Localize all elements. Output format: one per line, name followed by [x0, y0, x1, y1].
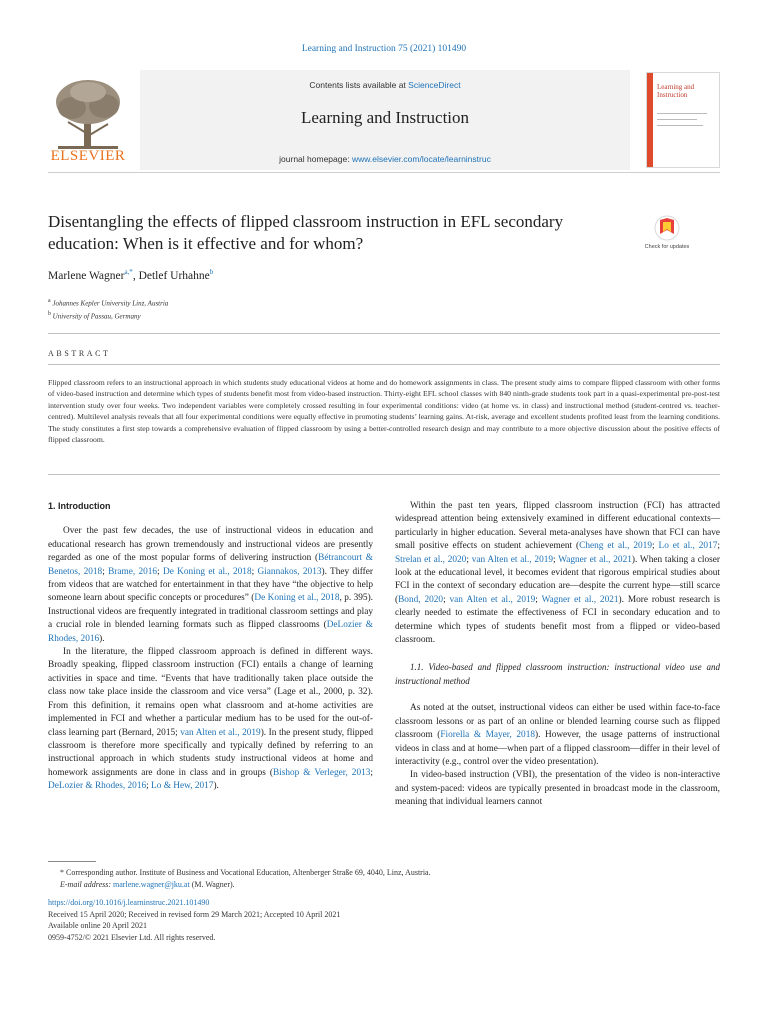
section-heading-introduction: 1. Introduction	[48, 501, 111, 511]
email-label: E-mail address:	[60, 879, 114, 889]
journal-cover-thumbnail[interactable]	[646, 72, 720, 168]
contents-prefix: Contents lists available at	[309, 80, 409, 90]
citation-link[interactable]: Brame, 2016	[108, 566, 158, 577]
footnote-rule	[48, 861, 96, 862]
contents-line	[140, 80, 630, 90]
cover-band	[647, 73, 653, 167]
citation-link[interactable]: van Alten et al., 2019	[471, 554, 554, 565]
citation-link[interactable]: Cheng et al., 2019	[579, 541, 652, 552]
citation-link[interactable]: De Koning et al., 2018	[254, 593, 340, 604]
footnote-mark[interactable]: *	[60, 868, 64, 877]
citation-link[interactable]: DeLozier & Rhodes, 2016	[48, 781, 147, 792]
copyright: 0959-4752/© 2021 Elsevier Ltd. All rights reserved.	[48, 932, 216, 942]
right-paragraph-2: As noted at the outset, instructional videos can either be used within face-to-face classroom lessons or as part of an online or blended learning course such as flipped classroom (Fiorella & Mayer, 2018). However, the usage patterns of instructional videos in class and at home—when part of a flipped classroom—differ in their level of interactivity (e.g., control over the video presentation).	[395, 703, 720, 767]
affil-text: Johannes Kepler University Linz, Austria	[52, 299, 169, 308]
citation-link[interactable]: Lo & Hew, 2017	[151, 781, 214, 792]
affil-mark: a	[48, 298, 51, 304]
elsevier-wordmark: ELSEVIER	[50, 148, 126, 164]
author-affil-mark[interactable]: a,*	[124, 268, 133, 276]
citation-link[interactable]: Giannakos, 2013	[257, 566, 322, 577]
citation-link[interactable]: Bond, 2020	[398, 594, 444, 605]
citation-link[interactable]: Wagner et al., 2021	[541, 594, 619, 605]
footnotes	[48, 867, 720, 890]
cover-title: Learning and Instruction	[657, 83, 695, 99]
available-online: Available online 20 April 2021	[48, 921, 147, 931]
citation-link[interactable]: De Koning et al., 2018	[162, 566, 252, 577]
doi-link[interactable]: https://doi.org/10.1016/j.learninstruc.2021.101490	[48, 898, 210, 907]
subsection-heading: 1.1. Video-based and flipped classroom instruction: instructional video use and instructional method	[395, 662, 720, 686]
homepage-link[interactable]: www.elsevier.com/locate/learninstruc	[351, 154, 491, 164]
author-affil-mark[interactable]: b	[209, 268, 214, 276]
citation-link[interactable]: Bishop & Verleger, 2013	[272, 767, 371, 778]
citation-link[interactable]: Bétrancourt & Benetos, 2018	[48, 553, 373, 577]
citation-link[interactable]: van Alten et al., 2019	[449, 594, 536, 605]
cover-line	[657, 119, 697, 120]
author-name[interactable]: Detlef Urhahne	[138, 269, 210, 282]
journal-masthead	[48, 70, 720, 173]
citation-link[interactable]: Lo et al., 2017	[658, 541, 718, 552]
affil-text: University of Passau, Germany	[52, 312, 141, 321]
right-column	[395, 500, 720, 810]
intro-paragraph-1: Over the past few decades, the use of instructional videos in education and educational research has grown tremendously and instructional videos are presently regarded as one of the most popular forms of delivering instruction (Bétrancourt & Benetos, 2018; Brame, 2016; De Koning et al., 2018; Giannakos, 2013). They differ from videos that are watched for entertainment in that they have “the objective to help someone learn about specific concepts or procedures” (De Koning et al., 2018, p. 395). Instructional videos are frequently integrated in traditional classroom settings and play a crucial role in blended learning formats such as flipped classrooms (DeLozier & Rhodes, 2016).	[48, 526, 373, 644]
masthead-center	[140, 70, 630, 170]
citation-link[interactable]: DeLozier & Rhodes, 2016	[48, 620, 373, 644]
intro-paragraph-2: In the literature, the flipped classroom approach is defined in different ways. Broadly speaking, flipped classroom instruction (FCI) entails a change of learning activities in space and time. “Events that have traditionally taken place outside the class now take place inside the classroom and vice versa” (Lage et al., 2000, p. 32). From this definition, it remains open what classroom and at-home activities are implemented in FCI and whether a particular medium has to be used for the out-of-class learning part (Bernard, 2015; van Alten et al., 2019). In the present study, flipped classroom is therefore more specifically and typically defined by referring to an instructional approach in which students study instructional videos at home and homework assignments are done in class and in groups (Bishop & Verleger, 2013; DeLozier & Rhodes, 2016; Lo & Hew, 2017).	[48, 647, 373, 792]
journal-title: Learning and Instruction	[300, 108, 470, 127]
cover-line	[657, 125, 703, 126]
cover-line	[657, 113, 707, 114]
abstract-text: Flipped classroom refers to an instructional approach in which students study educational videos at home and do homework assignments in class. The present study aims to compare flipped classroom with other forms of video-based instruction and determine which types of students benefit most from video-based instruction. Thirty-eight EFL school classes with 840 ninth-grade students took part in a quasi-experimental pre-post-test intervention study over four weeks. Two independent variables were completely crossed resulting in four experimental conditions: video (at home vs. in class) and instructional method (student-centred vs. teacher-centred). Multilevel analysis reveals that all four experimental conditions were equally effective in promoting students’ learning gains. At-risk, average and excellent students profited least from the learning conditions. The study constitutes a first step towards a comprehensive evaluation of flipped classroom by using a better-controlled research design and may contribute to a more objective discussion about the positive effects of flipped classroom.	[48, 378, 720, 445]
divider	[48, 364, 720, 365]
check-for-updates-label[interactable]: Check for updates	[644, 244, 690, 250]
divider	[48, 474, 720, 475]
received-dates: Received 15 April 2020; Received in revised form 29 March 2021; Accepted 10 April 2021	[48, 909, 341, 919]
right-paragraph-3: In video-based instruction (VBI), the presentation of the video is non-interactive and system-paced: videos are typically presented in broadcast mode in the classroom, meaning that individual learners cannot	[395, 770, 720, 808]
author-separator: ,	[132, 269, 139, 282]
left-column	[48, 500, 373, 794]
article-title: Disentangling the effects of flipped classroom instruction in EFL secondary education: When is it effective and for whom?	[48, 212, 564, 253]
divider	[48, 333, 720, 334]
citation-link[interactable]: van Alten et al., 2019	[180, 727, 261, 738]
homepage-prefix: journal homepage:	[279, 154, 352, 164]
author-list	[48, 268, 213, 282]
publication-info	[48, 897, 340, 943]
affiliation	[48, 296, 168, 309]
homepage-line	[140, 154, 630, 164]
right-paragraph-1: Within the past ten years, flipped classroom instruction (FCI) has attracted widespread attention being extensively examined in different educational contexts—particularly in higher education. Several meta-analyses have shown that FCI can have small positive effects on student achievement (Cheng et al., 2019; Lo et al., 2017; Strelan et al., 2020; van Alten et al., 2019; Wagner et al., 2021). When taking a closer look at the educational level, it becomes evident that rigorous empirical studies about FCI in the context of secondary education are—despite the current hype—still scarce (Bond, 2020; van Alten et al., 2019; Wagner et al., 2021). More robust research is clearly needed to estimate the effectiveness of FCI in secondary education and to determine which types of students benefit most from a flipped or video-based classroom.	[395, 501, 721, 646]
corresponding-author-note: * Corresponding author. Institute of Business and Vocational Education, Altenberger Straße 69, 4040, Linz, Austria.	[60, 868, 431, 877]
abstract-heading: ABSTRACT	[48, 349, 111, 358]
journal-reference[interactable]: Learning and Instruction 75 (2021) 101490	[301, 44, 467, 54]
affiliations	[48, 296, 168, 323]
author-name[interactable]: Marlene Wagner	[48, 269, 125, 282]
citation-link[interactable]: Wagner et al., 2021	[558, 554, 632, 565]
affiliation	[48, 309, 168, 322]
sciencedirect-link[interactable]: ScienceDirect	[408, 80, 461, 90]
citation-link[interactable]: Strelan et al., 2020	[395, 554, 467, 565]
email-link[interactable]: marlene.wagner@jku.at	[113, 879, 190, 889]
citation-link[interactable]: Fiorella & Mayer, 2018	[440, 730, 535, 741]
email-note: E-mail address: marlene.wagner@jku.at (M. Wagner).	[60, 879, 235, 889]
affil-mark: b	[48, 311, 51, 318]
check-for-updates-icon[interactable]	[647, 214, 687, 258]
